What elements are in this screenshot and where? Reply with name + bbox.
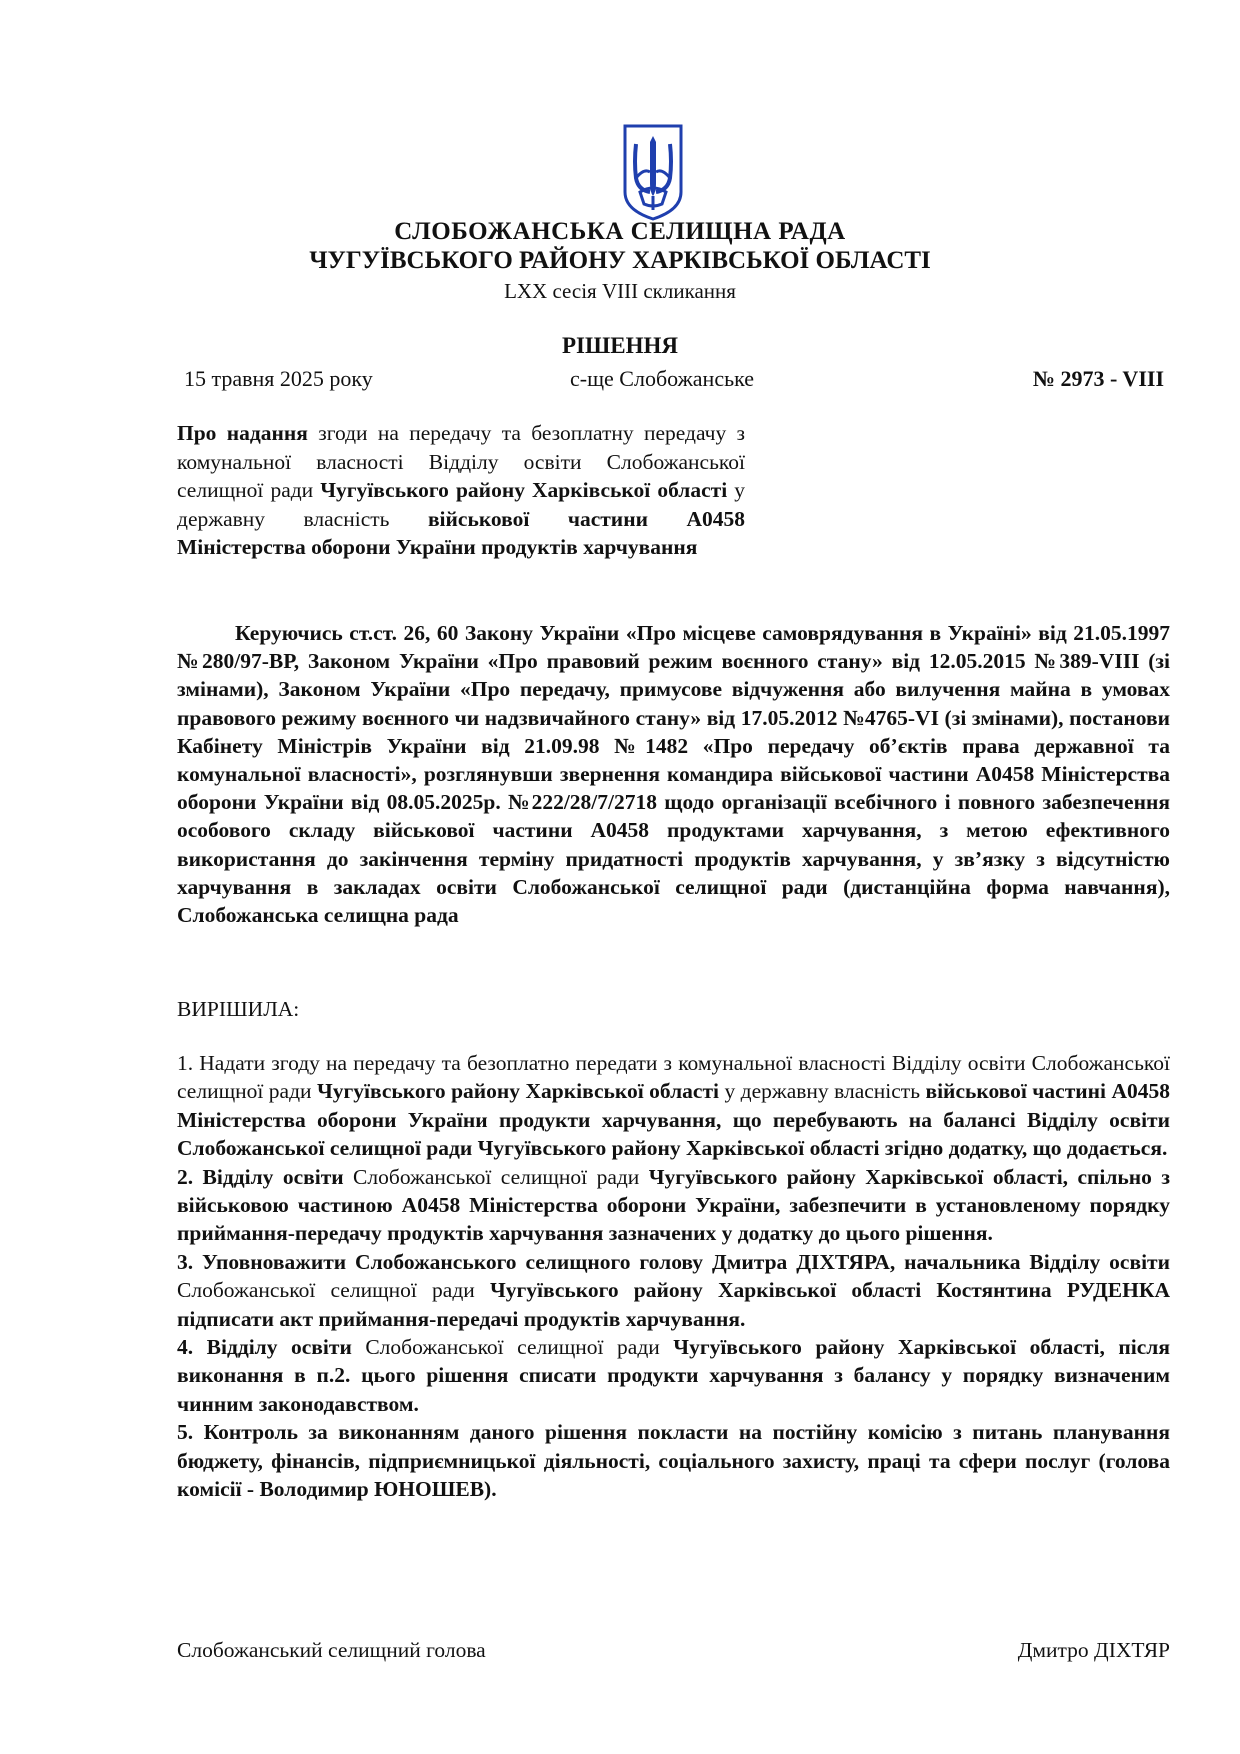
- ukraine-coat-of-arms-icon: [622, 122, 684, 222]
- subject-part-4: у державну власність: [177, 478, 745, 531]
- item-2-part-b: Слобожанської селищної ради: [343, 1164, 649, 1189]
- item-2-part-a: 2. Відділу освіти: [177, 1164, 344, 1189]
- item-3-part-b: Слобожанської селищної ради: [177, 1278, 490, 1303]
- decision-items: [177, 1049, 1170, 1504]
- decision-place: с-ще Слобожанське: [570, 366, 755, 391]
- subject-part-3: Чугуївського району Харківської області: [320, 478, 728, 502]
- preamble-paragraph: Керуючись ст.ст. 26, 60 Закону України «Про місцеве самоврядування в Україні» від 21.05.1997 №280/97-ВР, Законом України «Про правовий режим воєнного стану» від 12.05.2015 №389-VIII (зі змінами), Законом України «Про передачу, примусове відчуження або вилучення майна в умовах правового режиму воєнного чи надзвичайного стану» від 17.05.2012 №4765-VI (зі змінами), постанови Кабінету Міністрів України від 21.09.98 №1482 «Про передачу об’єктів права державної та комунальної власності», розглянувши звернення командира військової частини А0458 Міністерства оборони України від 08.05.2025р. №222/28/7/2718 щодо організації всебічного і повного забезпечення особового складу військової частини А0458 продуктами харчування, з метою ефективного використання до закінчення терміну придатності продуктів харчування, у зв’язку з відсутністю харчування в закладах освіти Слобожанської селищної ради (дистанційна форма навчання), Слобожанська селищна рада: [177, 621, 1170, 928]
- signatory-position: Слобожанський селищний голова: [177, 1638, 486, 1662]
- decision-item-3: [177, 1248, 1170, 1333]
- item-2-part-c: Чугуївського району Харківської області, спільно з військовою частиною А0458 Міністерства оборони України, забезпечити в установленому порядку приймання-передачу продуктів харчування зазначених у додатку до цього рішення.: [177, 1164, 1170, 1246]
- item-4-part-b: Слобожанської селищної ради: [351, 1335, 674, 1360]
- signatory-name: Дмитро ДІХТЯР: [1017, 1638, 1170, 1662]
- subject-part-1: Про надання: [177, 421, 308, 445]
- decision-subject: [177, 419, 745, 562]
- item-4-part-c: Чугуївського району Харківської області, після виконання в п.2. цього рішення списати продукти харчування з балансу у порядку визначеним чинним законодавством.: [177, 1335, 1170, 1416]
- item-1-part-c: у державну власність: [719, 1079, 926, 1104]
- resolved-heading: ВИРІШИЛА:: [177, 997, 300, 1021]
- document-type-title: РІШЕННЯ: [562, 333, 678, 358]
- decision-item-5: 5. Контроль за виконанням даного рішення покласти на постійну комісію з питань планування бюджету, фінансів, підприємницької діяльності, соціального захисту, праці та сфери послуг (голова комісії - Володимир ЮНОШЕВ).: [177, 1420, 1170, 1502]
- item-1-part-b: Чугуївського району Харківської області: [317, 1079, 719, 1104]
- subject-part-5: військової частини А0458 Міністерства оборони України продуктів харчування: [177, 506, 745, 559]
- district-region: ЧУГУЇВСЬКОГО РАЙОНУ ХАРКІВСЬКОЇ ОБЛАСТІ: [309, 247, 931, 274]
- item-1-part-a: 1. Надати згоду на передачу та безоплатно передати з комунальної власності Відділу освіти Слобожанської селищної ради: [177, 1051, 1170, 1104]
- decision-item-1: [177, 1049, 1170, 1163]
- decision-item-4: [177, 1333, 1170, 1418]
- item-1-part-d: військової частині А0458 Міністерства оборони України продукти харчування, що перебувають на балансі Відділу освіти Слобожанської селищної ради Чугуївського району Харківської області згідно додатку, що додається.: [177, 1079, 1170, 1161]
- decision-number: № 2973 - VIII: [1032, 366, 1164, 391]
- subject-part-2: згоди на передачу та безоплатну передачу з комунальної власності Відділу освіти Слобожанської селищної ради: [177, 421, 745, 502]
- decision-date: 15 травня 2025 року: [184, 366, 373, 391]
- decision-item-2: [177, 1163, 1170, 1248]
- item-3-part-c: Чугуївського району Харківської області Костянтина РУДЕНКА підписати акт приймання-передачі продуктів харчування.: [177, 1278, 1170, 1331]
- item-4-part-a: 4. Відділу освіти: [177, 1335, 352, 1360]
- council-name: СЛОБОЖАНСЬКА СЕЛИЩНА РАДА: [394, 218, 846, 245]
- item-3-part-a: 3. Уповноважити Слобожанського селищного голову Дмитра ДІХТЯРА, начальника Відділу освіти: [177, 1249, 1170, 1274]
- session-info: LXX сесія VIII скликання: [504, 279, 736, 303]
